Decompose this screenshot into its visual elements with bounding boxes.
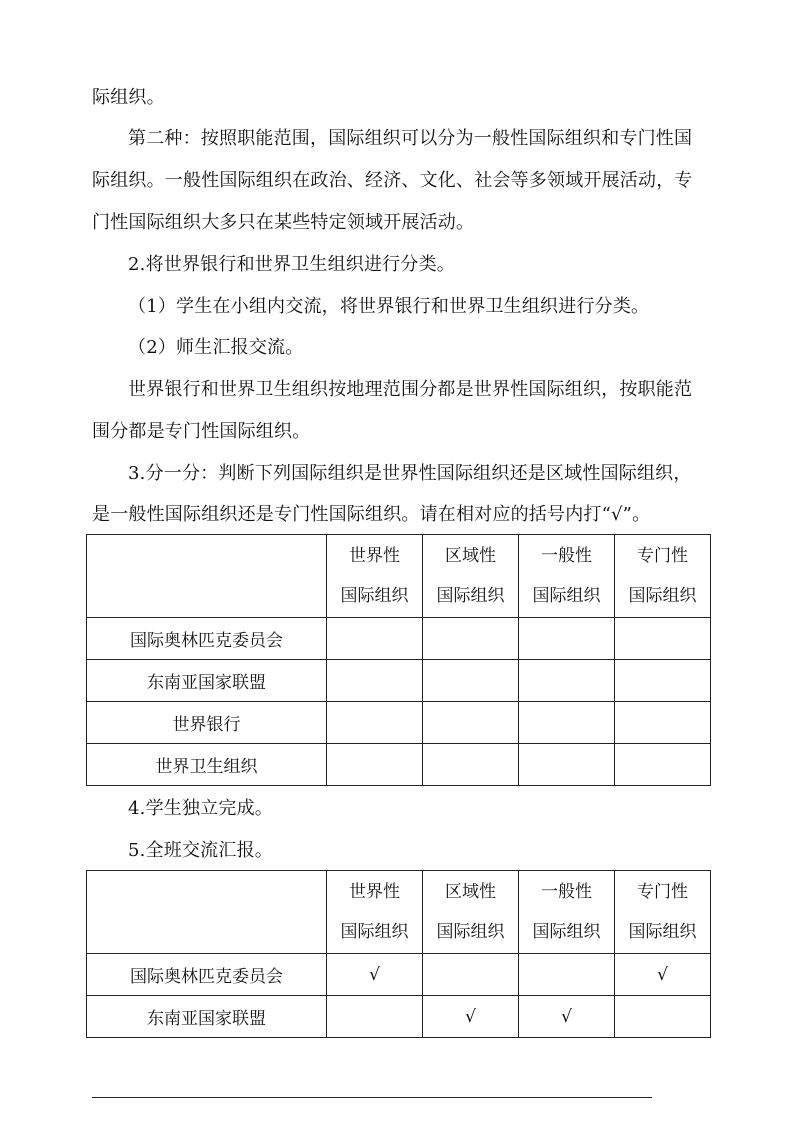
paragraph-line: 际组织。一般性国际组织在政治、经济、文化、社会等多领域开展活动，专 [92, 170, 693, 191]
check-cell[interactable] [615, 744, 711, 786]
check-cell[interactable] [423, 954, 519, 996]
check-cell[interactable]: √ [615, 954, 711, 996]
check-cell[interactable] [519, 954, 615, 996]
check-cell[interactable] [423, 618, 519, 660]
header-line: 国际组织 [436, 586, 505, 606]
check-cell[interactable] [615, 702, 711, 744]
check-cell[interactable] [519, 702, 615, 744]
table-row [87, 660, 711, 702]
paragraph-line: 门性国际组织大多只在某些特定领域开展活动。 [92, 212, 475, 233]
header-line: 专门性 [637, 546, 688, 566]
classification-table-answers [86, 870, 711, 1038]
check-cell[interactable] [327, 702, 423, 744]
organization-name: 世界卫生组织 [87, 744, 327, 786]
check-cell[interactable] [519, 660, 615, 702]
paragraph-line: 际组织。 [92, 87, 165, 108]
header-line: 国际组织 [436, 922, 505, 942]
check-cell[interactable] [615, 618, 711, 660]
paragraph-line: 第二种：按照职能范围，国际组织可以分为一般性国际组织和专门性国 [128, 128, 693, 149]
header-line: 一般性 [541, 882, 592, 902]
paragraph-line: 围分都是专门性国际组织。 [92, 421, 311, 442]
header-line: 国际组织 [628, 586, 697, 606]
section-heading: 4.学生独立完成。 [128, 798, 273, 819]
header-empty-cell [87, 535, 327, 618]
table-row [87, 618, 711, 660]
header-line: 国际组织 [628, 922, 697, 942]
table-row [87, 996, 711, 1038]
organization-name: 世界银行 [87, 702, 327, 744]
paragraph-line: （1）学生在小组内交流，将世界银行和世界卫生组织进行分类。 [128, 296, 650, 317]
check-cell[interactable]: √ [519, 996, 615, 1038]
classification-table-blank [86, 534, 711, 786]
organization-name: 国际奥林匹克委员会 [87, 618, 327, 660]
table-header-row [87, 871, 711, 954]
header-line: 一般性 [541, 546, 592, 566]
header-line: 世界性 [349, 546, 400, 566]
header-cell [423, 871, 519, 954]
check-cell[interactable] [519, 744, 615, 786]
section-heading: 2.将世界银行和世界卫生组织进行分类。 [128, 254, 455, 275]
header-cell [519, 871, 615, 954]
check-cell[interactable] [423, 702, 519, 744]
check-cell[interactable] [615, 996, 711, 1038]
paragraph-line: （2）师生汇报交流。 [128, 337, 304, 358]
table-row [87, 744, 711, 786]
header-cell [615, 535, 711, 618]
header-line: 国际组织 [532, 922, 601, 942]
header-cell [423, 535, 519, 618]
header-cell [327, 535, 423, 618]
check-cell[interactable]: √ [423, 996, 519, 1038]
footer-rule [92, 1097, 652, 1098]
header-line: 区域性 [445, 882, 496, 902]
header-line: 国际组织 [340, 922, 409, 942]
table-row [87, 954, 711, 996]
header-cell [327, 871, 423, 954]
header-line: 世界性 [349, 882, 400, 902]
table-row [87, 702, 711, 744]
check-cell[interactable]: √ [327, 954, 423, 996]
section-heading: 5.全班交流汇报。 [128, 840, 273, 861]
table-header-row [87, 535, 711, 618]
header-line: 国际组织 [340, 586, 409, 606]
header-empty-cell [87, 871, 327, 954]
section-heading: 3.分一分：判断下列国际组织是世界性国际组织还是区域性国际组织， [128, 463, 692, 484]
organization-name: 东南亚国家联盟 [87, 660, 327, 702]
check-cell[interactable] [423, 744, 519, 786]
check-cell[interactable] [327, 996, 423, 1038]
header-line: 区域性 [445, 546, 496, 566]
check-cell[interactable] [615, 660, 711, 702]
header-line: 国际组织 [532, 586, 601, 606]
header-cell [519, 535, 615, 618]
paragraph-line: 世界银行和世界卫生组织按地理范围分都是世界性国际组织，按职能范 [128, 379, 693, 400]
paragraph-line: 是一般性国际组织还是专门性国际组织。请在相对应的括号内打“√”。 [92, 504, 651, 525]
organization-name: 国际奥林匹克委员会 [87, 954, 327, 996]
check-cell[interactable] [519, 618, 615, 660]
organization-name: 东南亚国家联盟 [87, 996, 327, 1038]
header-cell [615, 871, 711, 954]
check-cell[interactable] [327, 618, 423, 660]
header-line: 专门性 [637, 882, 688, 902]
check-cell[interactable] [423, 660, 519, 702]
check-cell[interactable] [327, 660, 423, 702]
check-cell[interactable] [327, 744, 423, 786]
